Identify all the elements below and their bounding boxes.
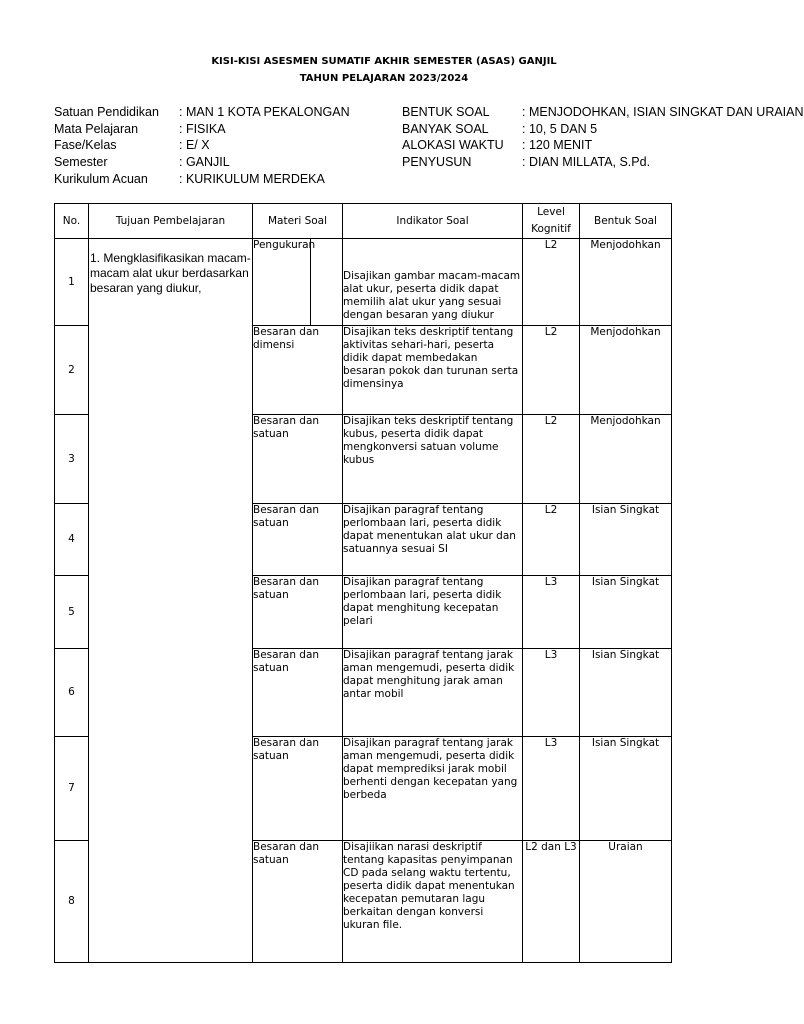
materi-text: Pengukuran <box>253 239 316 251</box>
row-no: 7 <box>55 737 89 841</box>
tujuan-cell-empty <box>89 841 253 963</box>
info-value-alokasi: : 120 MENIT <box>522 138 593 152</box>
indikator-cell: Disajikan teks deskriptif tentang aktivitas sehari-hari, peserta didik dapat membedakan besaran pokok dan turunan serta dimensinya <box>343 326 523 415</box>
title-line-1: KISI-KISI ASESMEN SUMATIF AKHIR SEMESTER (ASAS) GANJIL <box>211 56 557 67</box>
materi-cell: Besaran dan dimensi <box>253 326 343 415</box>
table-row <box>55 649 672 737</box>
row-no: 3 <box>55 415 89 504</box>
bentuk-cell: Isian Singkat <box>580 504 672 576</box>
header-tujuan: Tujuan Pembelajaran <box>89 204 253 239</box>
materi-cell: Besaran dan satuan <box>253 504 343 576</box>
materi-cell <box>253 239 343 326</box>
bentuk-cell: Isian Singkat <box>580 649 672 737</box>
table-row <box>55 239 672 326</box>
tujuan-cell-empty <box>89 649 253 737</box>
info-value-fase: : E/ X <box>179 138 210 152</box>
indikator-text: Disajikan gambar macam-macam alat ukur, peserta didik dapat memilih alat ukur yang sesuai dengan besaran yang diukur <box>343 270 521 321</box>
info-label-penyusun: PENYUSUN <box>402 155 472 169</box>
header-indikator: Indikator Soal <box>343 204 523 239</box>
info-value-satuan: : MAN 1 KOTA PEKALONGAN <box>179 105 350 119</box>
row-no: 5 <box>55 576 89 649</box>
info-value-penyusun: : DIAN MILLATA, S.Pd. <box>522 155 651 169</box>
bentuk-cell: Menjodohkan <box>580 326 672 415</box>
tujuan-cell-empty <box>89 326 253 415</box>
materi-cell: Besaran dan satuan <box>253 649 343 737</box>
info-label-alokasi: ALOKASI WAKTU <box>402 138 504 152</box>
indikator-cell: Disajikan paragraf tentang perlombaan lari, peserta didik dapat menentukan alat ukur dan satuannya sesuai SI <box>343 504 523 576</box>
tujuan-cell <box>89 239 253 326</box>
bentuk-cell: Menjodohkan <box>580 415 672 504</box>
row-no: 6 <box>55 649 89 737</box>
indikator-cell: Disajikan paragraf tentang jarak aman mengemudi, peserta didik dapat memprediksi jarak mobil berhenti dengan kecepatan yang berbeda <box>343 737 523 841</box>
info-label-fase: Fase/Kelas <box>54 138 117 152</box>
table-row <box>55 576 672 649</box>
level-cell: L3 <box>523 576 580 649</box>
table-row <box>55 737 672 841</box>
bentuk-cell: Isian Singkat <box>580 576 672 649</box>
row-no: 4 <box>55 504 89 576</box>
header-materi: Materi Soal <box>253 204 343 239</box>
level-cell: L2 dan L3 <box>523 841 580 963</box>
row-no: 2 <box>55 326 89 415</box>
info-value-bentuk: : MENJODOHKAN, ISIAN SINGKAT DAN URAIAN <box>522 105 804 119</box>
table-row <box>55 841 672 963</box>
indikator-cell <box>343 239 523 326</box>
table-header-row <box>55 204 672 239</box>
tujuan-text: 1. Mengklasifikasikan macam-macam alat ukur berdasarkan besaran yang diukur, <box>90 251 251 295</box>
indikator-cell: Disajikan paragraf tentang jarak aman mengemudi, peserta didik dapat menghitung jarak aman antar mobil <box>343 649 523 737</box>
bentuk-cell: Menjodohkan <box>580 239 672 326</box>
tujuan-cell-empty <box>89 504 253 576</box>
header-bentuk: Bentuk Soal <box>580 204 672 239</box>
level-cell: L2 <box>523 504 580 576</box>
level-cell: L2 <box>523 239 580 326</box>
indikator-cell: Disajiikan narasi deskriptif tentang kapasitas penyimpanan CD pada selang waktu tertentu, peserta didik dapat menentukan kecepatan pemutaran lagu berkaitan dengan konversi ukuran file. <box>343 841 523 963</box>
info-value-banyak: : 10, 5 DAN 5 <box>522 122 598 136</box>
materi-cell: Besaran dan satuan <box>253 737 343 841</box>
level-cell: L3 <box>523 737 580 841</box>
title-line-2: TAHUN PELAJARAN 2023/2024 <box>299 73 469 84</box>
tujuan-cell-empty <box>89 737 253 841</box>
info-label-kurikulum: Kurikulum Acuan <box>54 172 148 186</box>
materi-divider <box>310 239 311 325</box>
info-value-mapel: : FISIKA <box>179 122 226 136</box>
info-value-semester: : GANJIL <box>179 155 230 169</box>
materi-cell: Besaran dan satuan <box>253 841 343 963</box>
tujuan-cell-empty <box>89 415 253 504</box>
kisi-kisi-table <box>54 203 672 963</box>
info-label-banyak: BANYAK SOAL <box>402 122 489 136</box>
level-cell: L3 <box>523 649 580 737</box>
info-label-bentuk: BENTUK SOAL <box>402 105 490 119</box>
info-label-satuan: Satuan Pendidikan <box>54 105 159 119</box>
header-level: Level Kognitif <box>523 204 580 239</box>
materi-cell: Besaran dan satuan <box>253 415 343 504</box>
header-no: No. <box>55 204 89 239</box>
indikator-cell: Disajikan paragraf tentang perlombaan lari, peserta didik dapat menghitung kecepatan pelari <box>343 576 523 649</box>
level-cell: L2 <box>523 326 580 415</box>
indikator-cell: Disajikan teks deskriptif tentang kubus, peserta didik dapat mengkonversi satuan volume kubus <box>343 415 523 504</box>
bentuk-cell: Uraian <box>580 841 672 963</box>
materi-cell: Besaran dan satuan <box>253 576 343 649</box>
tujuan-cell-empty <box>89 576 253 649</box>
info-label-mapel: Mata Pelajaran <box>54 122 139 136</box>
table-row <box>55 504 672 576</box>
bentuk-cell: Isian Singkat <box>580 737 672 841</box>
level-cell: L2 <box>523 415 580 504</box>
table-row <box>55 415 672 504</box>
table-row <box>55 326 672 415</box>
info-value-kurikulum: : KURIKULUM MERDEKA <box>179 172 325 186</box>
row-no: 8 <box>55 841 89 963</box>
row-no: 1 <box>55 239 89 326</box>
info-label-semester: Semester <box>54 155 108 169</box>
